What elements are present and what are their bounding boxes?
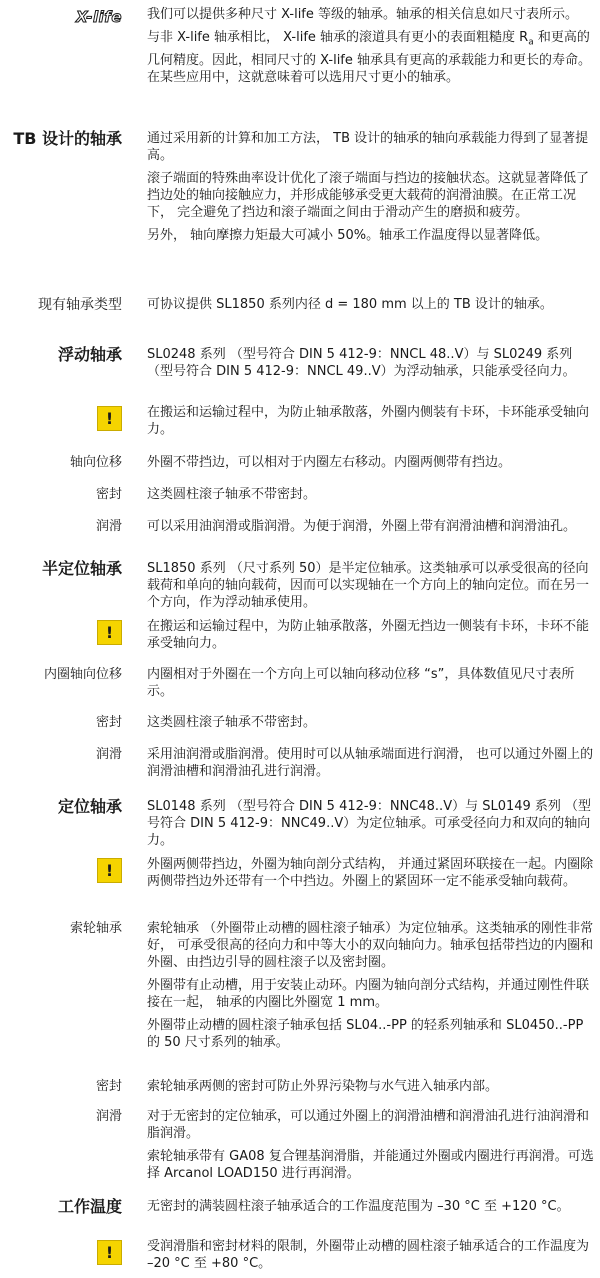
xlife-para-1: 我们可以提供多种尺寸 X-life 等级的轴承。轴承的相关信息如尺寸表所示。 <box>147 7 579 22</box>
seal-label: 密封 <box>95 1079 122 1094</box>
lube-text-1: 对于无密封的定位轴承，可以通过外圈上的润滑油槽和润滑油孔进行油润滑和脂润滑。 <box>147 1109 590 1141</box>
available-label: 现有轴承类型 <box>38 297 122 313</box>
warning-icon: ! <box>97 620 122 645</box>
lube-text: 可以采用油润滑或脂润滑。为便于润滑，外圈上带有润滑油槽和润滑油孔。 <box>147 519 577 534</box>
seal-text: 这类圆柱滚子轴承不带密封。 <box>147 715 317 730</box>
lube-label: 润滑 <box>95 1109 122 1124</box>
temperature-para: 无密封的满装圆柱滚子轴承适合的工作温度范围为 –30 °C 至 +120 °C。 <box>147 1199 570 1214</box>
floating-para: SL0248 系列 （型号符合 DIN 5 412-9：NNCL 48..V）与 SL0249 系列 （型号符合 DIN 5 412-9：NNCL 49..V）为浮动轴承，只能承受径向力。 <box>147 347 576 379</box>
seal-text: 这类圆柱滚子轴承不带密封。 <box>147 487 317 502</box>
temperature-heading: 工作温度 <box>57 1197 122 1216</box>
locating-heading: 定位轴承 <box>57 797 122 816</box>
warning-icon: ! <box>97 858 122 883</box>
locating-warning-text: 外圈两侧带挡边，外圈为轴向剖分式结构， 并通过紧固环联接在一起。内圈除两侧带挡边外还带有一个中挡边。外圈上的紧固环一定不能承受轴向载荷。 <box>147 857 594 889</box>
semi-para: SL1850 系列 （尺寸系列 50）是半定位轴承。这类轴承可以承受很高的径向载荷和单向的轴向载荷，因而可以实现轴在一个方向上的轴向定位。而在另一个方向，作为浮动轴承使用。 <box>147 561 590 610</box>
seal-label: 密封 <box>95 715 122 730</box>
xlife-logo: X-life <box>76 8 122 26</box>
warning-icon: ! <box>97 1240 122 1265</box>
semi-warning-text: 在搬运和运输过程中，为防止轴承散落，外圈无挡边一侧装有卡环，卡环不能承受轴向力。 <box>147 619 590 651</box>
tb-para-3: 另外， 轴向摩擦力矩最大可减小 50%。轴承工作温度得以显著降低。 <box>147 228 549 243</box>
semi-heading: 半定位轴承 <box>41 559 122 578</box>
temperature-warning-text: 受润滑脂和密封材料的限制，外圈带止动槽的圆柱滚子轴承适合的工作温度为 –20 °C 至 +80 °C。 <box>147 1239 590 1271</box>
available-para: 可协议提供 SL1850 系列内径 d = 180 mm 以上的 TB 设计的轴承。 <box>147 297 553 312</box>
sheave-para-2: 外圈带有止动槽，用于安装止动环。内圈为轴向剖分式结构，并通过刚性件联接在一起， 轴承的内圈比外圈宽 1 mm。 <box>147 978 590 1010</box>
floating-warning-text: 在搬运和运输过程中，为防止轴承散落，外圈内侧装有卡环，卡环能承受轴向力。 <box>147 405 590 437</box>
sheave-para-1: 索轮轴承 （外圈带止动槽的圆柱滚子轴承）为定位轴承。这类轴承的刚性非常好， 可承受很高的径向力和中等大小的双向轴向力。轴承包括带挡边的内圈和外圈、由挡边引导的圆柱滚子以及密封圈。 <box>147 921 594 970</box>
axial-label: 轴向位移 <box>69 455 122 470</box>
warning-icon: ! <box>97 406 122 431</box>
sheave-para-3: 外圈带止动槽的圆柱滚子轴承包括 SL04..-PP 的轻系列轴承和 SL0450..-PP 的 50 尺寸系列的轴承。 <box>147 1018 584 1050</box>
tb-heading: TB 设计的轴承 <box>13 129 122 148</box>
tb-para-1: 通过采用新的计算和加工方法， TB 设计的轴承的轴向承载能力得到了显著提高。 <box>147 131 589 163</box>
inner-displacement-text: 内圈相对于外圈在一个方向上可以轴向移动位移 “s”，具体数值见尺寸表所示。 <box>147 667 575 699</box>
seal-label: 密封 <box>95 487 122 502</box>
seal-text: 索轮轴承两侧的密封可防止外界污染物与水气进入轴承内部。 <box>147 1079 499 1094</box>
tb-para-2: 滚子端面的特殊曲率设计优化了滚子端面与挡边的接触状态。这就显著降低了挡边处的轴向接触应力，并形成能够承受更大载荷的润滑油膜。在正常工况下， 完全避免了挡边和滚子端面之间由于滑动产生的磨损和疲劳。 <box>147 171 590 220</box>
axial-text: 外圈不带挡边，可以相对于内圈左右移动。内圈两侧带有挡边。 <box>147 455 512 470</box>
lube-text-2: 索轮轴承带有 GA08 复合锂基润滑脂，并能通过外圈或内圈进行再润滑。可选择 Arcanol LOAD150 进行再润滑。 <box>147 1149 594 1181</box>
lube-text: 采用油润滑或脂润滑。使用时可以从轴承端面进行润滑， 也可以通过外圈上的润滑油槽和润滑油孔进行润滑。 <box>147 747 594 779</box>
xlife-para-2: 与非 X-life 轴承相比， X-life 轴承的滚道具有更小的表面粗糙度 $R_a$ 和更高的几何精度。因此，相同尺寸的 X-life 轴承具有更高的承载能力和更长的寿命。在某些应用中，这就意味着可以选用尺寸更小的轴承。 <box>147 30 592 85</box>
floating-heading: 浮动轴承 <box>57 345 122 364</box>
sheave-label: 索轮轴承 <box>69 921 122 936</box>
inner-displacement-label: 内圈轴向位移 <box>43 667 122 682</box>
lube-label: 润滑 <box>95 519 122 534</box>
lube-label: 润滑 <box>95 747 122 762</box>
locating-para: SL0148 系列 （型号符合 DIN 5 412-9：NNC48..V）与 SL0149 系列 （型号符合 DIN 5 412-9：NNC49..V）为定位轴承。可承受径向力和双向的轴向力。 <box>147 799 592 848</box>
